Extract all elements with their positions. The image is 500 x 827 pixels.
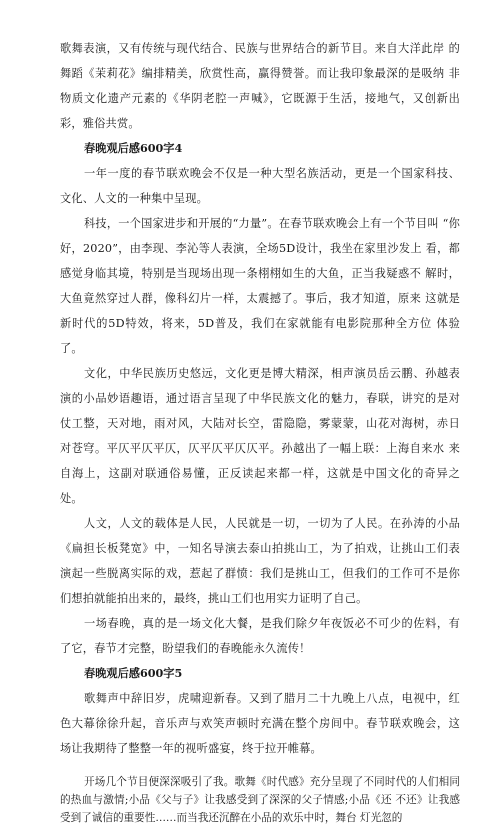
paragraph-humanity: 人文，人文的载体是人民，人民就是一切，一切为了人民。在孙涛的小品 《扁担长板凳宽》中，一知名导演去泰山拍挑山工，为了拍戏，让挑山工们表 演起一些脱离实际的戏，惹起了群愤：我们是挑山工，但我们的工作可不是你 们想拍就能拍出来的，最终，挑山工们也用实力证明了自己。 [60,517,460,605]
paragraph-culture: 文化，中华民族历史悠远，文化更是博大精深，相声演员岳云鹏、孙越表 演的小品妙语趣语，通过语言呈现了中华民族文化的魅力，春联，讲究的是对 仗工整，天对地，雨对风，大陆对长空，雷隐隐，雾蒙蒙，山花对海树，赤日 对苍穹。平仄平仄平仄，仄平仄平仄仄平。孙越出了一幅上联：上海自来水 来自海上，这副对联通俗易懂，正反读起来都一样，这就是中国文化的奇异之 处。 [60,367,460,505]
paragraph-technology: 科技，一个国家进步和开展的“力量”。在春节联欢晚会上有一个节目叫 “你好，2020”，由李现、李沁等人表演，全场5D设计，我坐在家里沙发上 看，都感觉身临其境，特别是当现场出现一条栩栩如生的大鱼，正当我疑惑不 解时，大鱼竟然穿过人群，像科幻片一样，太震撼了。事后，我才知道，原来 这就是新时代的5D特效，将来，5D普及，我们在家就能有电影院那种全方位 体验了。 [60,217,460,355]
paragraph-opening: 歌舞表演，又有传统与现代结合、民族与世界结合的新节目。来自大洋此岸 的舞蹈《茉莉花》编排精美，欣赏性高，赢得赞誉。而让我印象最深的是吸纳 非物质文化遗产元素的《华阴老腔一声喊》，它既源于生活，接地气，又创新出 彩，雅俗共赏。 [60,42,460,130]
paragraph-gala-opening: 歌舞声中辞旧岁，虎啸迎新春。又到了腊月二十九晚上八点，电视中，红 色大幕徐徐升起，音乐声与欢笑声顿时充满在整个房间中。春节联欢晚会，这 场让我期待了整整一年的视听盛宴，终于拉开帷幕。 [60,692,460,755]
section-heading-5: 春晚观后感600字5 [84,666,183,680]
paragraph-conclusion: 一场春晚，真的是一场文化大餐，是我们除夕年夜饭必不可少的佐料，有 了它，春节才完整，盼望我们的春晚能永久流传！ [60,617,460,655]
paragraph-intro: 一年一度的春节联欢晚会不仅是一种大型名族活动，更是一个国家科技、 文化、人文的一种集中呈现。 [60,167,460,205]
section-heading-4: 春晚观后感600字4 [84,141,183,155]
paragraph-programs: 开场几个节目便深深吸引了我。歌舞《时代感》充分呈现了不同时代的人们相同的热血与激情;小品《父与子》让我感受到了深深的父子情感;小品《还 不还》让我感受到了诚信的重要性……而当我还沉醉在小品的欢乐中时，舞台 灯光忽的 [60,776,460,824]
